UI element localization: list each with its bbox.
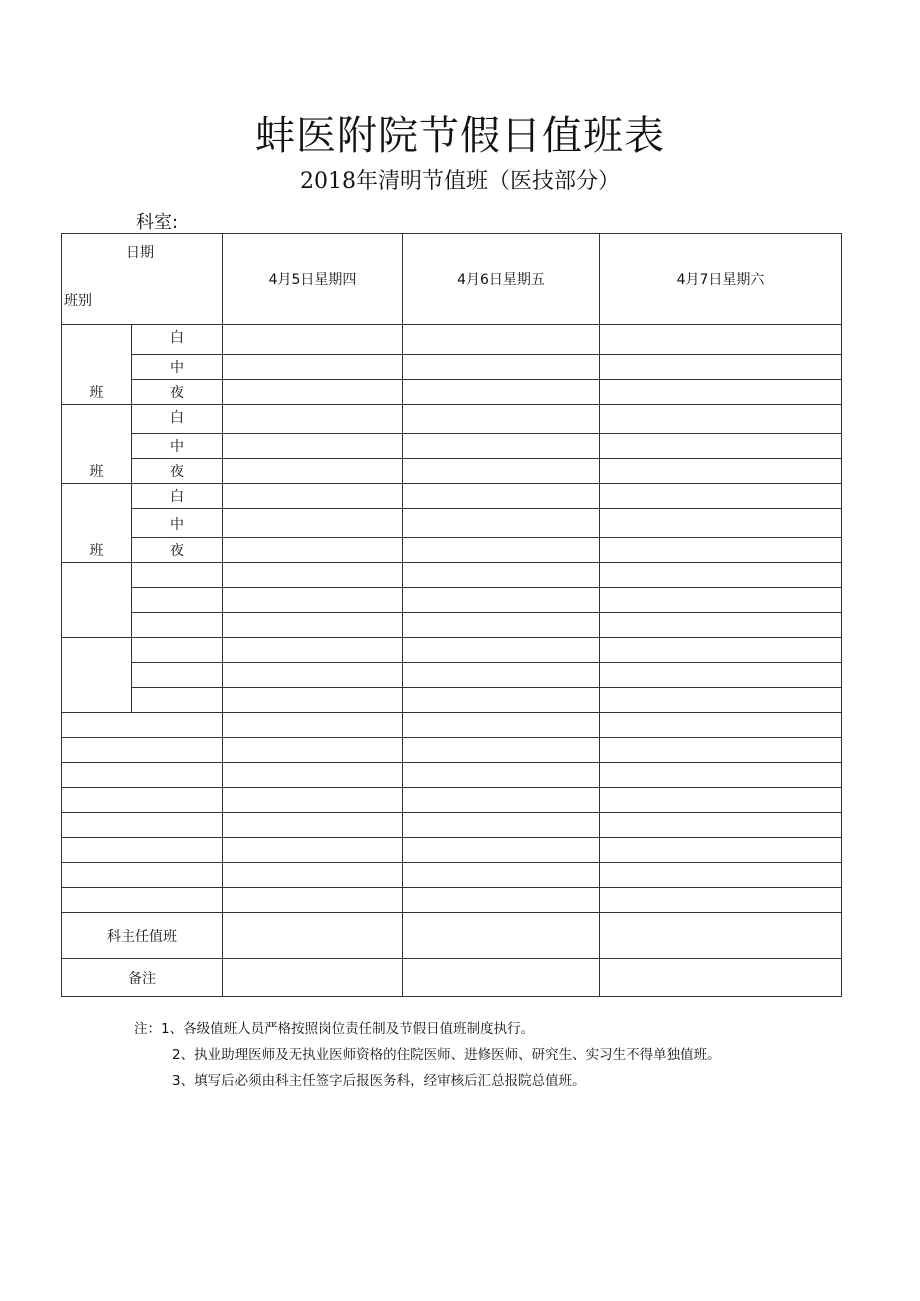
shift-label-cell[interactable] bbox=[62, 838, 223, 863]
duty-cell[interactable] bbox=[600, 613, 842, 638]
corner-shift-label: 班别 bbox=[64, 293, 92, 309]
director-row bbox=[62, 913, 842, 959]
duty-cell[interactable] bbox=[223, 663, 403, 688]
duty-cell[interactable] bbox=[600, 484, 842, 509]
duty-cell[interactable] bbox=[403, 638, 600, 663]
shift-group-label: 班 bbox=[62, 405, 132, 484]
duty-cell[interactable] bbox=[223, 459, 403, 484]
duty-cell[interactable] bbox=[403, 813, 600, 838]
duty-cell[interactable] bbox=[600, 688, 842, 713]
duty-cell[interactable] bbox=[403, 434, 600, 459]
table-row bbox=[62, 459, 842, 484]
corner-date-label: 日期 bbox=[126, 245, 154, 261]
duty-cell[interactable] bbox=[403, 663, 600, 688]
duty-cell[interactable] bbox=[600, 763, 842, 788]
duty-cell[interactable] bbox=[600, 380, 842, 405]
duty-cell[interactable] bbox=[600, 738, 842, 763]
duty-cell[interactable] bbox=[403, 563, 600, 588]
duty-cell[interactable] bbox=[403, 863, 600, 888]
table-row bbox=[62, 813, 842, 838]
shift-label-cell[interactable] bbox=[62, 738, 223, 763]
duty-cell[interactable] bbox=[600, 813, 842, 838]
table-row bbox=[62, 638, 842, 663]
duty-cell[interactable] bbox=[403, 509, 600, 538]
duty-cell[interactable] bbox=[223, 405, 403, 434]
shift-sub-label bbox=[132, 663, 223, 688]
duty-cell[interactable] bbox=[223, 509, 403, 538]
table-row bbox=[62, 738, 842, 763]
shift-label-cell[interactable] bbox=[62, 788, 223, 813]
shift-label-cell[interactable] bbox=[62, 813, 223, 838]
duty-cell[interactable] bbox=[223, 888, 403, 913]
shift-sub-label: 中 bbox=[132, 434, 223, 459]
shift-label-cell[interactable] bbox=[62, 763, 223, 788]
duty-cell[interactable] bbox=[600, 913, 842, 959]
table-row bbox=[62, 538, 842, 563]
duty-cell[interactable] bbox=[600, 788, 842, 813]
table-row bbox=[62, 888, 842, 913]
day-header-2: 4月6日星期五 bbox=[403, 234, 600, 325]
duty-cell[interactable] bbox=[223, 688, 403, 713]
duty-cell[interactable] bbox=[223, 913, 403, 959]
shift-sub-label: 中 bbox=[132, 509, 223, 538]
duty-cell[interactable] bbox=[403, 484, 600, 509]
table-row bbox=[62, 613, 842, 638]
remarks-cell[interactable] bbox=[600, 959, 842, 997]
shift-sub-label: 白 bbox=[132, 405, 223, 434]
duty-cell[interactable] bbox=[223, 813, 403, 838]
table-row bbox=[62, 325, 842, 355]
shift-sub-label: 白 bbox=[132, 484, 223, 509]
duty-cell[interactable] bbox=[600, 838, 842, 863]
duty-cell[interactable] bbox=[600, 325, 842, 355]
shift-sub-label: 白 bbox=[132, 325, 223, 355]
shift-sub-label: 夜 bbox=[132, 459, 223, 484]
shift-sub-label bbox=[132, 563, 223, 588]
table-row bbox=[62, 355, 842, 380]
duty-cell[interactable] bbox=[403, 588, 600, 613]
duty-cell[interactable] bbox=[403, 613, 600, 638]
duty-cell[interactable] bbox=[403, 913, 600, 959]
duty-cell[interactable] bbox=[223, 788, 403, 813]
duty-cell[interactable] bbox=[403, 788, 600, 813]
duty-cell[interactable] bbox=[223, 588, 403, 613]
duty-cell[interactable] bbox=[600, 405, 842, 434]
page-title: 蚌医附院节假日值班表 bbox=[255, 113, 665, 159]
shift-sub-label: 夜 bbox=[132, 538, 223, 563]
page-subtitle: 2018年清明节值班（医技部分） bbox=[300, 169, 620, 194]
shift-label-cell[interactable] bbox=[62, 713, 223, 738]
duty-cell[interactable] bbox=[403, 538, 600, 563]
duty-cell[interactable] bbox=[600, 509, 842, 538]
duty-cell[interactable] bbox=[600, 713, 842, 738]
duty-cell[interactable] bbox=[223, 763, 403, 788]
table-row bbox=[62, 788, 842, 813]
duty-cell[interactable] bbox=[403, 380, 600, 405]
duty-cell[interactable] bbox=[403, 738, 600, 763]
table-row bbox=[62, 713, 842, 738]
department-label: 科室: bbox=[136, 212, 179, 233]
note-line: 3、填写后必须由科主任签字后报医务科，经审核后汇总报院总值班。 bbox=[172, 1073, 586, 1089]
shift-sub-label: 中 bbox=[132, 355, 223, 380]
duty-cell[interactable] bbox=[223, 380, 403, 405]
duty-cell[interactable] bbox=[403, 763, 600, 788]
duty-cell[interactable] bbox=[600, 663, 842, 688]
shift-sub-label: 夜 bbox=[132, 380, 223, 405]
duty-cell[interactable] bbox=[223, 838, 403, 863]
table-row bbox=[62, 838, 842, 863]
duty-cell[interactable] bbox=[223, 638, 403, 663]
table-row bbox=[62, 763, 842, 788]
director-label: 科主任值班 bbox=[62, 913, 223, 959]
table-row bbox=[62, 663, 842, 688]
day-header-3: 4月7日星期六 bbox=[600, 234, 842, 325]
shift-label-cell[interactable] bbox=[62, 888, 223, 913]
table-row bbox=[62, 509, 842, 538]
shift-group-label bbox=[62, 638, 132, 713]
duty-cell[interactable] bbox=[600, 863, 842, 888]
duty-cell[interactable] bbox=[403, 459, 600, 484]
shift-sub-label bbox=[132, 588, 223, 613]
day-header-1: 4月5日星期四 bbox=[223, 234, 403, 325]
table-row bbox=[62, 380, 842, 405]
duty-cell[interactable] bbox=[403, 688, 600, 713]
duty-cell[interactable] bbox=[600, 888, 842, 913]
shift-group-label bbox=[62, 563, 132, 638]
duty-cell[interactable] bbox=[223, 863, 403, 888]
header-row bbox=[62, 234, 842, 325]
duty-cell[interactable] bbox=[223, 355, 403, 380]
duty-cell[interactable] bbox=[223, 713, 403, 738]
shift-sub-label bbox=[132, 638, 223, 663]
table-row bbox=[62, 563, 842, 588]
remarks-cell[interactable] bbox=[403, 959, 600, 997]
duty-cell[interactable] bbox=[600, 459, 842, 484]
shift-group-label: 班 bbox=[62, 325, 132, 405]
table-row bbox=[62, 688, 842, 713]
shift-sub-label bbox=[132, 613, 223, 638]
duty-cell[interactable] bbox=[223, 484, 403, 509]
duty-cell[interactable] bbox=[600, 638, 842, 663]
note-line: 2、执业助理医师及无执业医师资格的住院医师、进修医师、研究生、实习生不得单独值班。 bbox=[172, 1047, 721, 1063]
duty-cell[interactable] bbox=[403, 355, 600, 380]
shift-sub-label bbox=[132, 688, 223, 713]
remarks-cell[interactable] bbox=[223, 959, 403, 997]
duty-cell[interactable] bbox=[600, 355, 842, 380]
notes-section bbox=[134, 1016, 721, 1094]
duty-cell[interactable] bbox=[223, 738, 403, 763]
duty-cell[interactable] bbox=[403, 713, 600, 738]
duty-cell[interactable] bbox=[223, 538, 403, 563]
duty-cell[interactable] bbox=[600, 434, 842, 459]
duty-cell[interactable] bbox=[403, 888, 600, 913]
duty-cell[interactable] bbox=[223, 434, 403, 459]
duty-cell[interactable] bbox=[403, 838, 600, 863]
duty-cell[interactable] bbox=[600, 538, 842, 563]
duty-cell[interactable] bbox=[600, 588, 842, 613]
table-row bbox=[62, 405, 842, 434]
duty-roster-table bbox=[61, 233, 842, 997]
table-row bbox=[62, 484, 842, 509]
duty-cell[interactable] bbox=[403, 325, 600, 355]
duty-cell[interactable] bbox=[223, 563, 403, 588]
duty-cell[interactable] bbox=[223, 613, 403, 638]
table-row bbox=[62, 588, 842, 613]
duty-cell[interactable] bbox=[223, 325, 403, 355]
table-row bbox=[62, 434, 842, 459]
duty-cell[interactable] bbox=[600, 563, 842, 588]
duty-cell[interactable] bbox=[403, 405, 600, 434]
remarks-row bbox=[62, 959, 842, 997]
remarks-label: 备注 bbox=[62, 959, 223, 997]
note-line: 注：1、各级值班人员严格按照岗位责任制及节假日值班制度执行。 bbox=[134, 1021, 535, 1037]
table-row bbox=[62, 863, 842, 888]
header-corner-cell bbox=[62, 234, 223, 325]
shift-label-cell[interactable] bbox=[62, 863, 223, 888]
shift-group-label: 班 bbox=[62, 484, 132, 563]
